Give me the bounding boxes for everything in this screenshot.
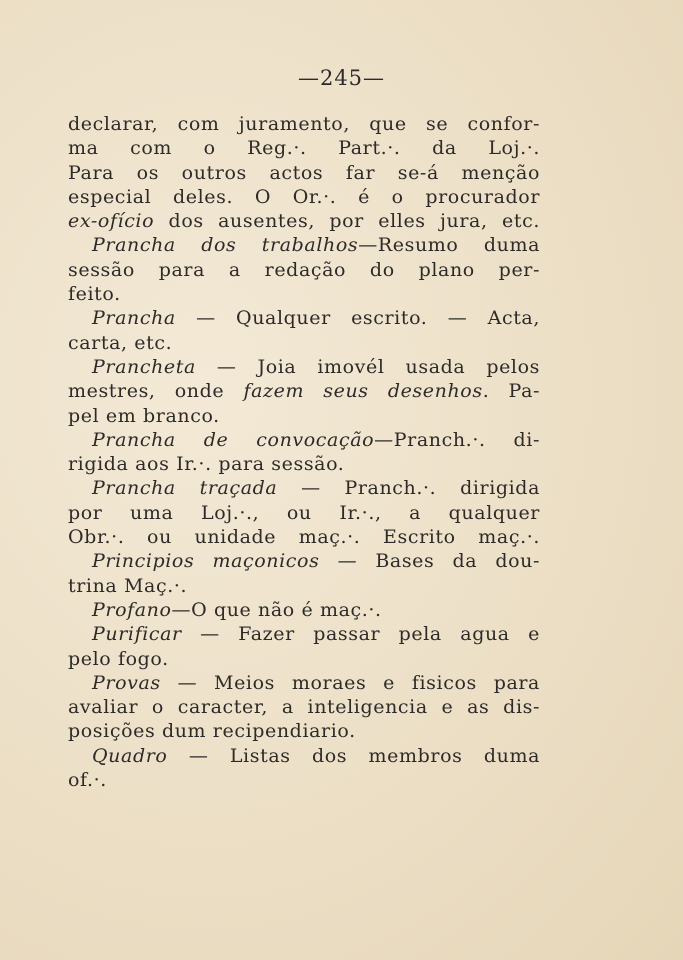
text-segment: ma com o Reg.·. Part.·. da Loj.·. <box>68 137 540 160</box>
text-segment: — Qualquer escrito. — Acta, <box>175 307 540 330</box>
italic-term: Prancha dos trabalhos <box>92 234 359 257</box>
text-line <box>68 112 540 136</box>
italic-term: Prancha <box>92 307 176 330</box>
text-segment: —O que não é maç.·. <box>171 598 382 621</box>
text-segment: Obr.·. ou unidade maç.·. Escrito maç.·. <box>68 526 540 549</box>
text-line <box>68 549 540 573</box>
text-line <box>68 598 540 622</box>
text-line <box>68 647 540 671</box>
italic-term: Prancha de convocação <box>92 428 375 451</box>
text-line <box>68 695 540 719</box>
text-line <box>68 185 540 209</box>
text-segment: trina Maç.·. <box>68 574 188 597</box>
body-text <box>68 112 540 792</box>
italic-term: Provas <box>92 671 161 694</box>
text-segment: — Pranch.·. dirigida <box>277 477 541 500</box>
text-segment: carta, etc. <box>68 331 173 354</box>
italic-term: fazem seus desenhos <box>243 380 483 403</box>
text-line <box>68 331 540 355</box>
text-segment: — Bases da dou- <box>319 550 540 573</box>
text-segment: —Resumo duma <box>358 234 540 257</box>
text-segment: . Pa- <box>482 380 541 403</box>
text-line <box>68 671 540 695</box>
text-line <box>68 233 540 257</box>
italic-term: Quadro <box>92 744 168 767</box>
text-segment: feito. <box>68 283 121 306</box>
text-segment: dos ausentes, por elles jura, etc. <box>154 210 540 233</box>
italic-term: Prancheta <box>92 355 196 378</box>
text-segment: Para os outros actos far se-á menção <box>68 161 540 184</box>
text-segment: —Pranch.·. di- <box>374 428 540 451</box>
text-line <box>68 379 540 403</box>
italic-term: ex-ofício <box>68 210 155 233</box>
text-line <box>68 355 540 379</box>
text-segment: — Fazer passar pela agua e <box>181 623 540 646</box>
text-line <box>68 719 540 743</box>
text-line <box>68 428 540 452</box>
text-segment: pelo fogo. <box>68 647 169 670</box>
text-segment: declarar, com juramento, que se confor- <box>68 113 540 135</box>
text-segment: — Meios moraes e fisicos para <box>160 671 540 694</box>
text-segment: avaliar o caracter, a inteligencia e as dis- <box>68 696 540 719</box>
text-segment: sessão para a redação do plano per- <box>68 258 540 281</box>
text-line <box>68 744 540 768</box>
text-segment: especial deles. O Or.·. é o procurador <box>68 185 540 208</box>
text-line <box>68 622 540 646</box>
italic-term: Profano <box>92 598 172 621</box>
text-line <box>68 452 540 476</box>
text-line <box>68 574 540 598</box>
italic-term: Purificar <box>92 623 182 646</box>
text-segment: mestres, onde <box>68 380 244 403</box>
text-line <box>68 476 540 500</box>
text-line <box>68 136 540 160</box>
text-segment: rigida aos Ir.·. para sessão. <box>68 453 345 476</box>
text-segment: — Listas dos membros duma <box>167 744 540 767</box>
text-line <box>68 501 540 525</box>
text-segment: posições dum recipendiario. <box>68 720 356 743</box>
text-line <box>68 282 540 306</box>
text-segment: por uma Loj.·., ou Ir.·., a qualquer <box>68 501 540 524</box>
text-line <box>68 306 540 330</box>
text-line <box>68 404 540 428</box>
page-number: —245— <box>297 66 386 90</box>
text-line <box>68 209 540 233</box>
text-line <box>68 161 540 185</box>
text-line <box>68 525 540 549</box>
italic-term: Prancha traçada <box>92 477 278 500</box>
text-segment: pel em branco. <box>68 404 220 427</box>
text-line <box>68 258 540 282</box>
text-line <box>68 768 540 792</box>
text-segment: of.·. <box>68 769 107 792</box>
italic-term: Principios maçonicos <box>92 550 320 573</box>
text-segment: — Joia imovél usada pelos <box>195 355 540 378</box>
